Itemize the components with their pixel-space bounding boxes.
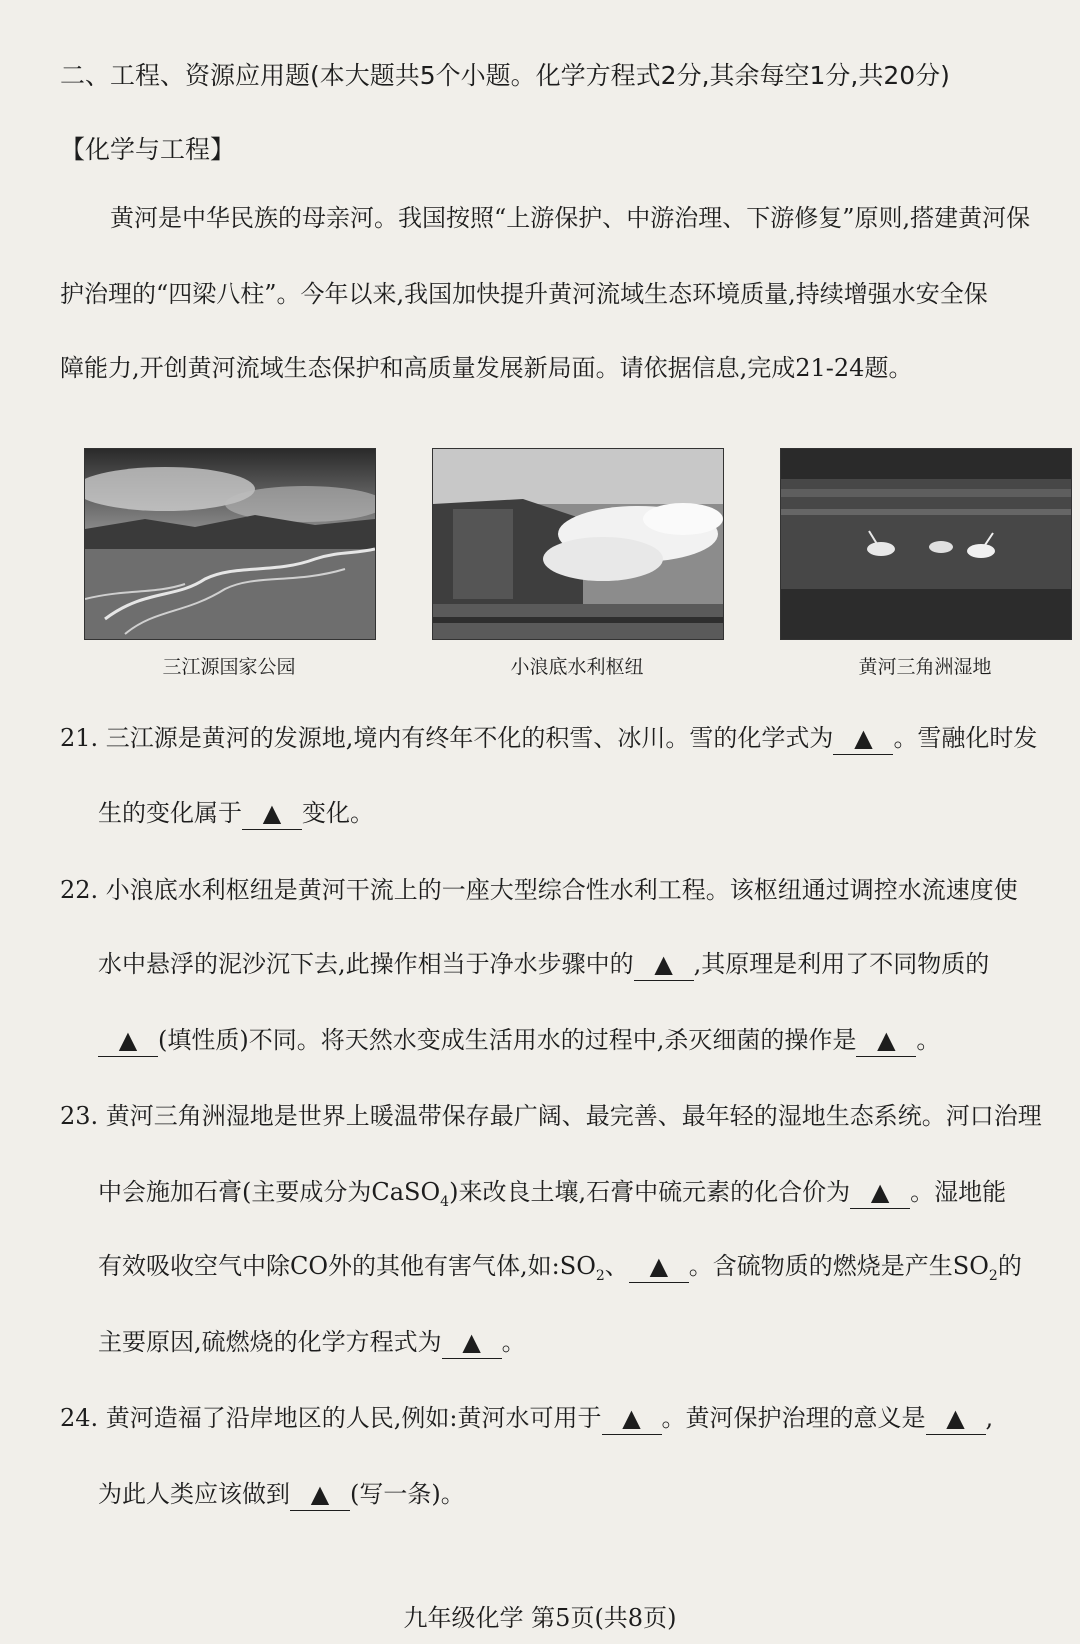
question-22-line-2: 水中悬浮的泥沙沉下去,此操作相当于净水步骤中的 ▲ ,其原理是利用了不同物质的	[98, 948, 989, 981]
section-tag: 【化学与工程】	[60, 135, 236, 164]
intro-line-1: 黄河是中华民族的母亲河。我国按照“上游保护、中游治理、下游修复”原则,搭建黄河保	[110, 204, 1031, 232]
question-22-line-3: ▲ (填性质)不同。将天然水变成生活用水的过程中,杀灭细菌的操作是 ▲ 。	[98, 1024, 940, 1057]
question-22-line-1: 22. 小浪底水利枢纽是黄河干流上的一座大型综合性水利工程。该枢纽通过调控水流速度使	[60, 876, 1018, 904]
intro-line-3: 障能力,开创黄河流域生态保护和高质量发展新局面。请依据信息,完成21-24题。	[60, 354, 913, 382]
section-title: 二、工程、资源应用题(本大题共5个小题。化学方程式2分,其余每空1分,共20分)	[60, 61, 950, 90]
answer-blank[interactable]: ▲	[290, 1478, 350, 1511]
xiaolangdi-photo	[432, 448, 724, 640]
question-24-line-2: 为此人类应该做到 ▲ (写一条)。	[98, 1478, 465, 1511]
answer-blank[interactable]: ▲	[634, 948, 694, 981]
answer-blank[interactable]: ▲	[833, 722, 893, 755]
question-23-line-2: 中会施加石膏(主要成分为CaSO$_4$)来改良土壤,石膏中硫元素的化合价为 ▲ 。湿地能	[98, 1178, 1007, 1210]
sanjiangyuan-photo	[84, 448, 376, 640]
caption-wetland: 黄河三角洲湿地	[858, 656, 992, 678]
intro-line-2: 护治理的“四梁八柱”。今年以来,我国加快提升黄河流域生态环境质量,持续增强水安全保	[60, 280, 988, 308]
caption-sanjiangyuan: 三江源国家公园	[162, 656, 296, 678]
answer-blank[interactable]: ▲	[442, 1326, 502, 1359]
question-21-line-2: 生的变化属于 ▲ 变化。	[98, 797, 374, 830]
wetland-photo	[780, 448, 1072, 640]
question-23-line-1: 23. 黄河三角洲湿地是世界上暖温带保存最广阔、最完善、最年轻的湿地生态系统。河口治理	[60, 1102, 1042, 1130]
question-24-line-1: 24. 黄河造福了沿岸地区的人民,例如:黄河水可用于 ▲ 。黄河保护治理的意义是 ▲ ,	[60, 1402, 993, 1435]
answer-blank[interactable]: ▲	[98, 1024, 158, 1057]
question-23-line-4: 主要原因,硫燃烧的化学方程式为 ▲ 。	[98, 1326, 526, 1359]
question-21-line-1: 21. 三江源是黄河的发源地,境内有终年不化的积雪、冰川。雪的化学式为 ▲ 。雪融化时发	[60, 722, 1037, 755]
answer-blank[interactable]: ▲	[629, 1250, 689, 1283]
page-footer: 九年级化学 第5页(共8页)	[403, 1604, 677, 1632]
caption-xiaolangdi: 小浪底水利枢纽	[510, 656, 644, 678]
question-23-line-3: 有效吸收空气中除CO外的其他有害气体,如$:SO_2$、 ▲ 。含硫物质的燃烧是产生$SO_2$的	[98, 1252, 1022, 1284]
answer-blank[interactable]: ▲	[850, 1176, 910, 1209]
answer-blank[interactable]: ▲	[602, 1402, 662, 1435]
answer-blank[interactable]: ▲	[926, 1402, 986, 1435]
answer-blank[interactable]: ▲	[856, 1024, 916, 1057]
answer-blank[interactable]: ▲	[242, 797, 302, 830]
